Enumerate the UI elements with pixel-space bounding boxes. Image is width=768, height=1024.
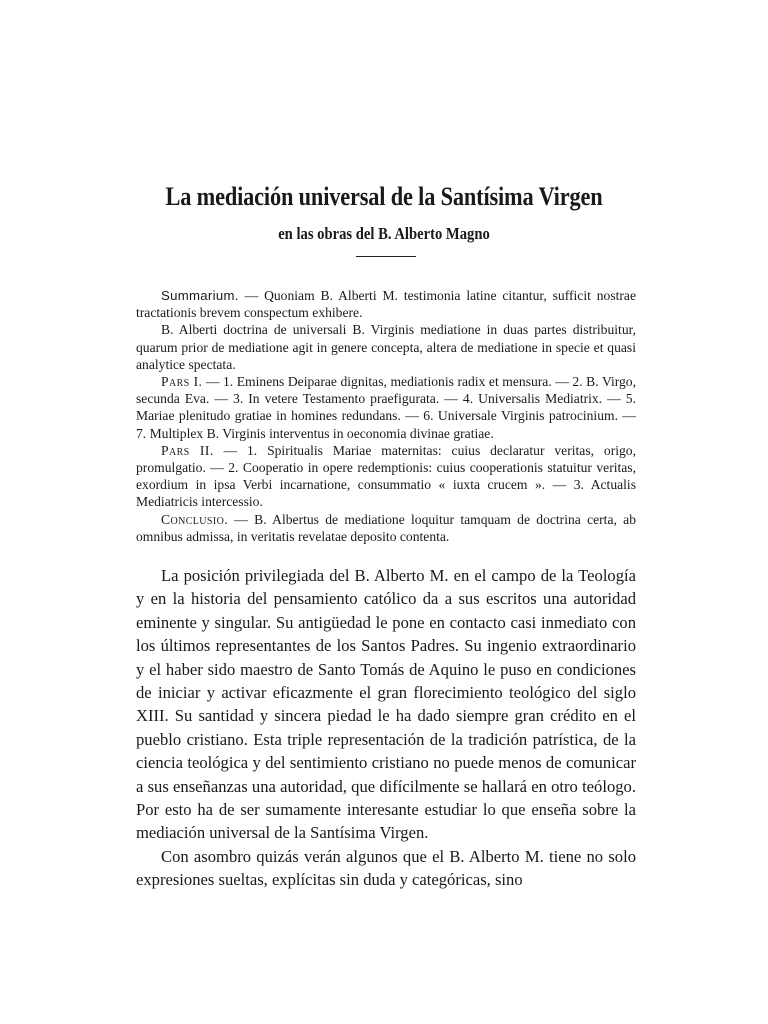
page-subtitle: en las obras del B. Alberto Magno [278, 224, 490, 243]
body-paragraph: Con asombro quizás verán algunos que el B. Alberto M. tiene no solo expresiones sueltas, explícitas sin duda y categóricas, sino [136, 846, 636, 890]
summary-text: — B. Albertus de mediatione loquitur tamquam de doctrina certa, ab omnibus admissa, in veritatis revelatae deposito contenta. [136, 511, 636, 544]
summary-paragraph: B. Alberti doctrina de universali B. Virginis mediatione in duas partes distribuitur, quarum prior de mediatione agit in genere concepta, altera de mediatione in specie et quasi analytice spectata. [136, 322, 636, 372]
summary-text: — 1. Eminens Deiparae dignitas, mediationis radix et mensura. — 2. B. Virgo, secunda Eva. — 3. In vetere Testamento praefigurata. — 4. Universalis Mediatrix. — 5. Mariae plenitudo gratiae in homines redundans. — 6. Universale Virginis patrocinium. — 7. Multiplex B. Virginis interventus in oeconomia divinae gratiae. [136, 374, 636, 441]
summary-conclusion-label: Conclusio. [161, 511, 229, 527]
summary-section [136, 287, 636, 545]
summary-paragraph [136, 511, 636, 545]
body-paragraph: La posición privilegiada del B. Alberto M. en el campo de la Teología y en la historia del pensamiento católico da a sus escritos una autoridad eminente y singular. Su antigüedad le pone en contacto casi inmediato con los últimos representantes de los Santos Padres. Su ingenio extraordinario y el haber sido maestro de Santo Tomás de Aquino le puso en condiciones de iniciar y activar eficazmente el gran florecimiento teológico del siglo XIII. Su santidad y sincera piedad le ha dado siempre gran crédito en el pueblo cristiano. Esta triple representación de la tradición patrística, de la ciencia teológica y del sentimiento cristiano no puede menos de comunicar a sus enseñanzas una autoridad, que difícilmente se hallará en otro teólogo. Por esto ha de ser sumamente interesante estudiar lo que enseña sobre la mediación universal de la Santísima Virgen. [136, 566, 636, 843]
body-text [136, 564, 636, 892]
summary-paragraph [136, 287, 636, 321]
summary-lead: Summarium. [161, 288, 239, 303]
summary-part-label: Pars II. [161, 442, 214, 458]
page-title: La mediación universal de la Santísima Virgen [165, 182, 603, 211]
summary-part-label: Pars I. [161, 374, 203, 390]
summary-text: — Quoniam B. Alberti M. testimonia latine citantur, sufficit nostrae tractationis brevem conspectum exhibere. [136, 288, 636, 321]
summary-paragraph [136, 373, 636, 442]
summary-paragraph [136, 442, 636, 511]
title-divider [356, 256, 416, 257]
summary-text: — 1. Spiritualis Mariae maternitas: cuius declaratur veritas, origo, promulgatio. — 2. Cooperatio in opere redemptionis: cuius cooperationis statuitur veritas, exordium in ipsa Verbi incarnatione, consummatio « iuxta crucem ». — 3. Actualis Mediatricis intercessio. [136, 442, 636, 510]
